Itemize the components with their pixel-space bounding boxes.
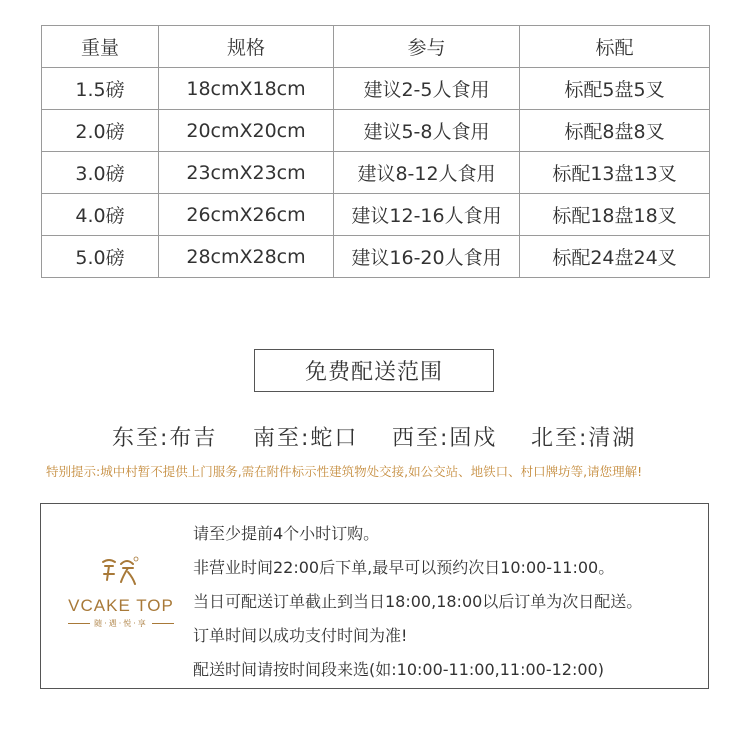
info-line: 配送时间请按时间段来选(如:10:00-11:00,11:00-12:00) bbox=[193, 660, 604, 679]
header-size: 规格 bbox=[159, 26, 334, 68]
brand-logo bbox=[57, 556, 185, 636]
table-row bbox=[42, 110, 710, 152]
area-east: 东至:布吉 bbox=[112, 426, 218, 451]
size-table bbox=[41, 25, 710, 278]
cell-utensils: 标配5盘5叉 bbox=[520, 68, 710, 110]
cell-weight: 3.0磅 bbox=[42, 152, 159, 194]
cell-weight: 2.0磅 bbox=[42, 110, 159, 152]
info-line: 订单时间以成功支付时间为准! bbox=[193, 626, 408, 645]
cell-weight: 5.0磅 bbox=[42, 236, 159, 278]
header-utensils: 标配 bbox=[520, 26, 710, 68]
table-row bbox=[42, 236, 710, 278]
cell-utensils: 标配24盘24叉 bbox=[520, 236, 710, 278]
info-line: 请至少提前4个小时订购。 bbox=[193, 524, 380, 543]
cell-weight: 4.0磅 bbox=[42, 194, 159, 236]
cell-size: 28cmX28cm bbox=[159, 236, 334, 278]
delivery-areas bbox=[0, 421, 750, 455]
cell-servings: 建议8-12人食用 bbox=[334, 152, 520, 194]
cell-utensils: 标配13盘13叉 bbox=[520, 152, 710, 194]
info-line: 非营业时间22:00后下单,最早可以预约次日10:00-11:00。 bbox=[193, 558, 615, 577]
header-servings: 参与 bbox=[334, 26, 520, 68]
area-south: 南至:蛇口 bbox=[253, 426, 359, 451]
cell-size: 26cmX26cm bbox=[159, 194, 334, 236]
info-line: 当日可配送订单截止到当日18:00,18:00以后订单为次日配送。 bbox=[193, 592, 643, 611]
table-row bbox=[42, 68, 710, 110]
cell-size: 23cmX23cm bbox=[159, 152, 334, 194]
cell-size: 20cmX20cm bbox=[159, 110, 334, 152]
cake-logo-icon bbox=[99, 556, 139, 590]
delivery-range-title: 免费配送范围 bbox=[254, 349, 494, 392]
area-north: 北至:清湖 bbox=[531, 426, 637, 451]
brand-tagline: 随·遇·悦·享 bbox=[57, 618, 185, 629]
order-info-lines bbox=[193, 521, 693, 691]
cell-size: 18cmX18cm bbox=[159, 68, 334, 110]
table-row bbox=[42, 152, 710, 194]
cell-servings: 建议12-16人食用 bbox=[334, 194, 520, 236]
table-header-row bbox=[42, 26, 710, 68]
cell-weight: 1.5磅 bbox=[42, 68, 159, 110]
cell-utensils: 标配18盘18叉 bbox=[520, 194, 710, 236]
header-weight: 重量 bbox=[42, 26, 159, 68]
brand-name: VCAKE TOP bbox=[68, 596, 174, 615]
cell-servings: 建议2-5人食用 bbox=[334, 68, 520, 110]
cell-servings: 建议16-20人食用 bbox=[334, 236, 520, 278]
cell-utensils: 标配8盘8叉 bbox=[520, 110, 710, 152]
cell-servings: 建议5-8人食用 bbox=[334, 110, 520, 152]
order-info-box bbox=[40, 503, 709, 689]
table-row bbox=[42, 194, 710, 236]
special-notice: 特别提示:城中村暂不提供上门服务,需在附件标示性建筑物处交接,如公交站、地铁口、村口牌坊等,请您理解! bbox=[46, 464, 643, 479]
area-west: 西至:固戍 bbox=[392, 426, 498, 451]
